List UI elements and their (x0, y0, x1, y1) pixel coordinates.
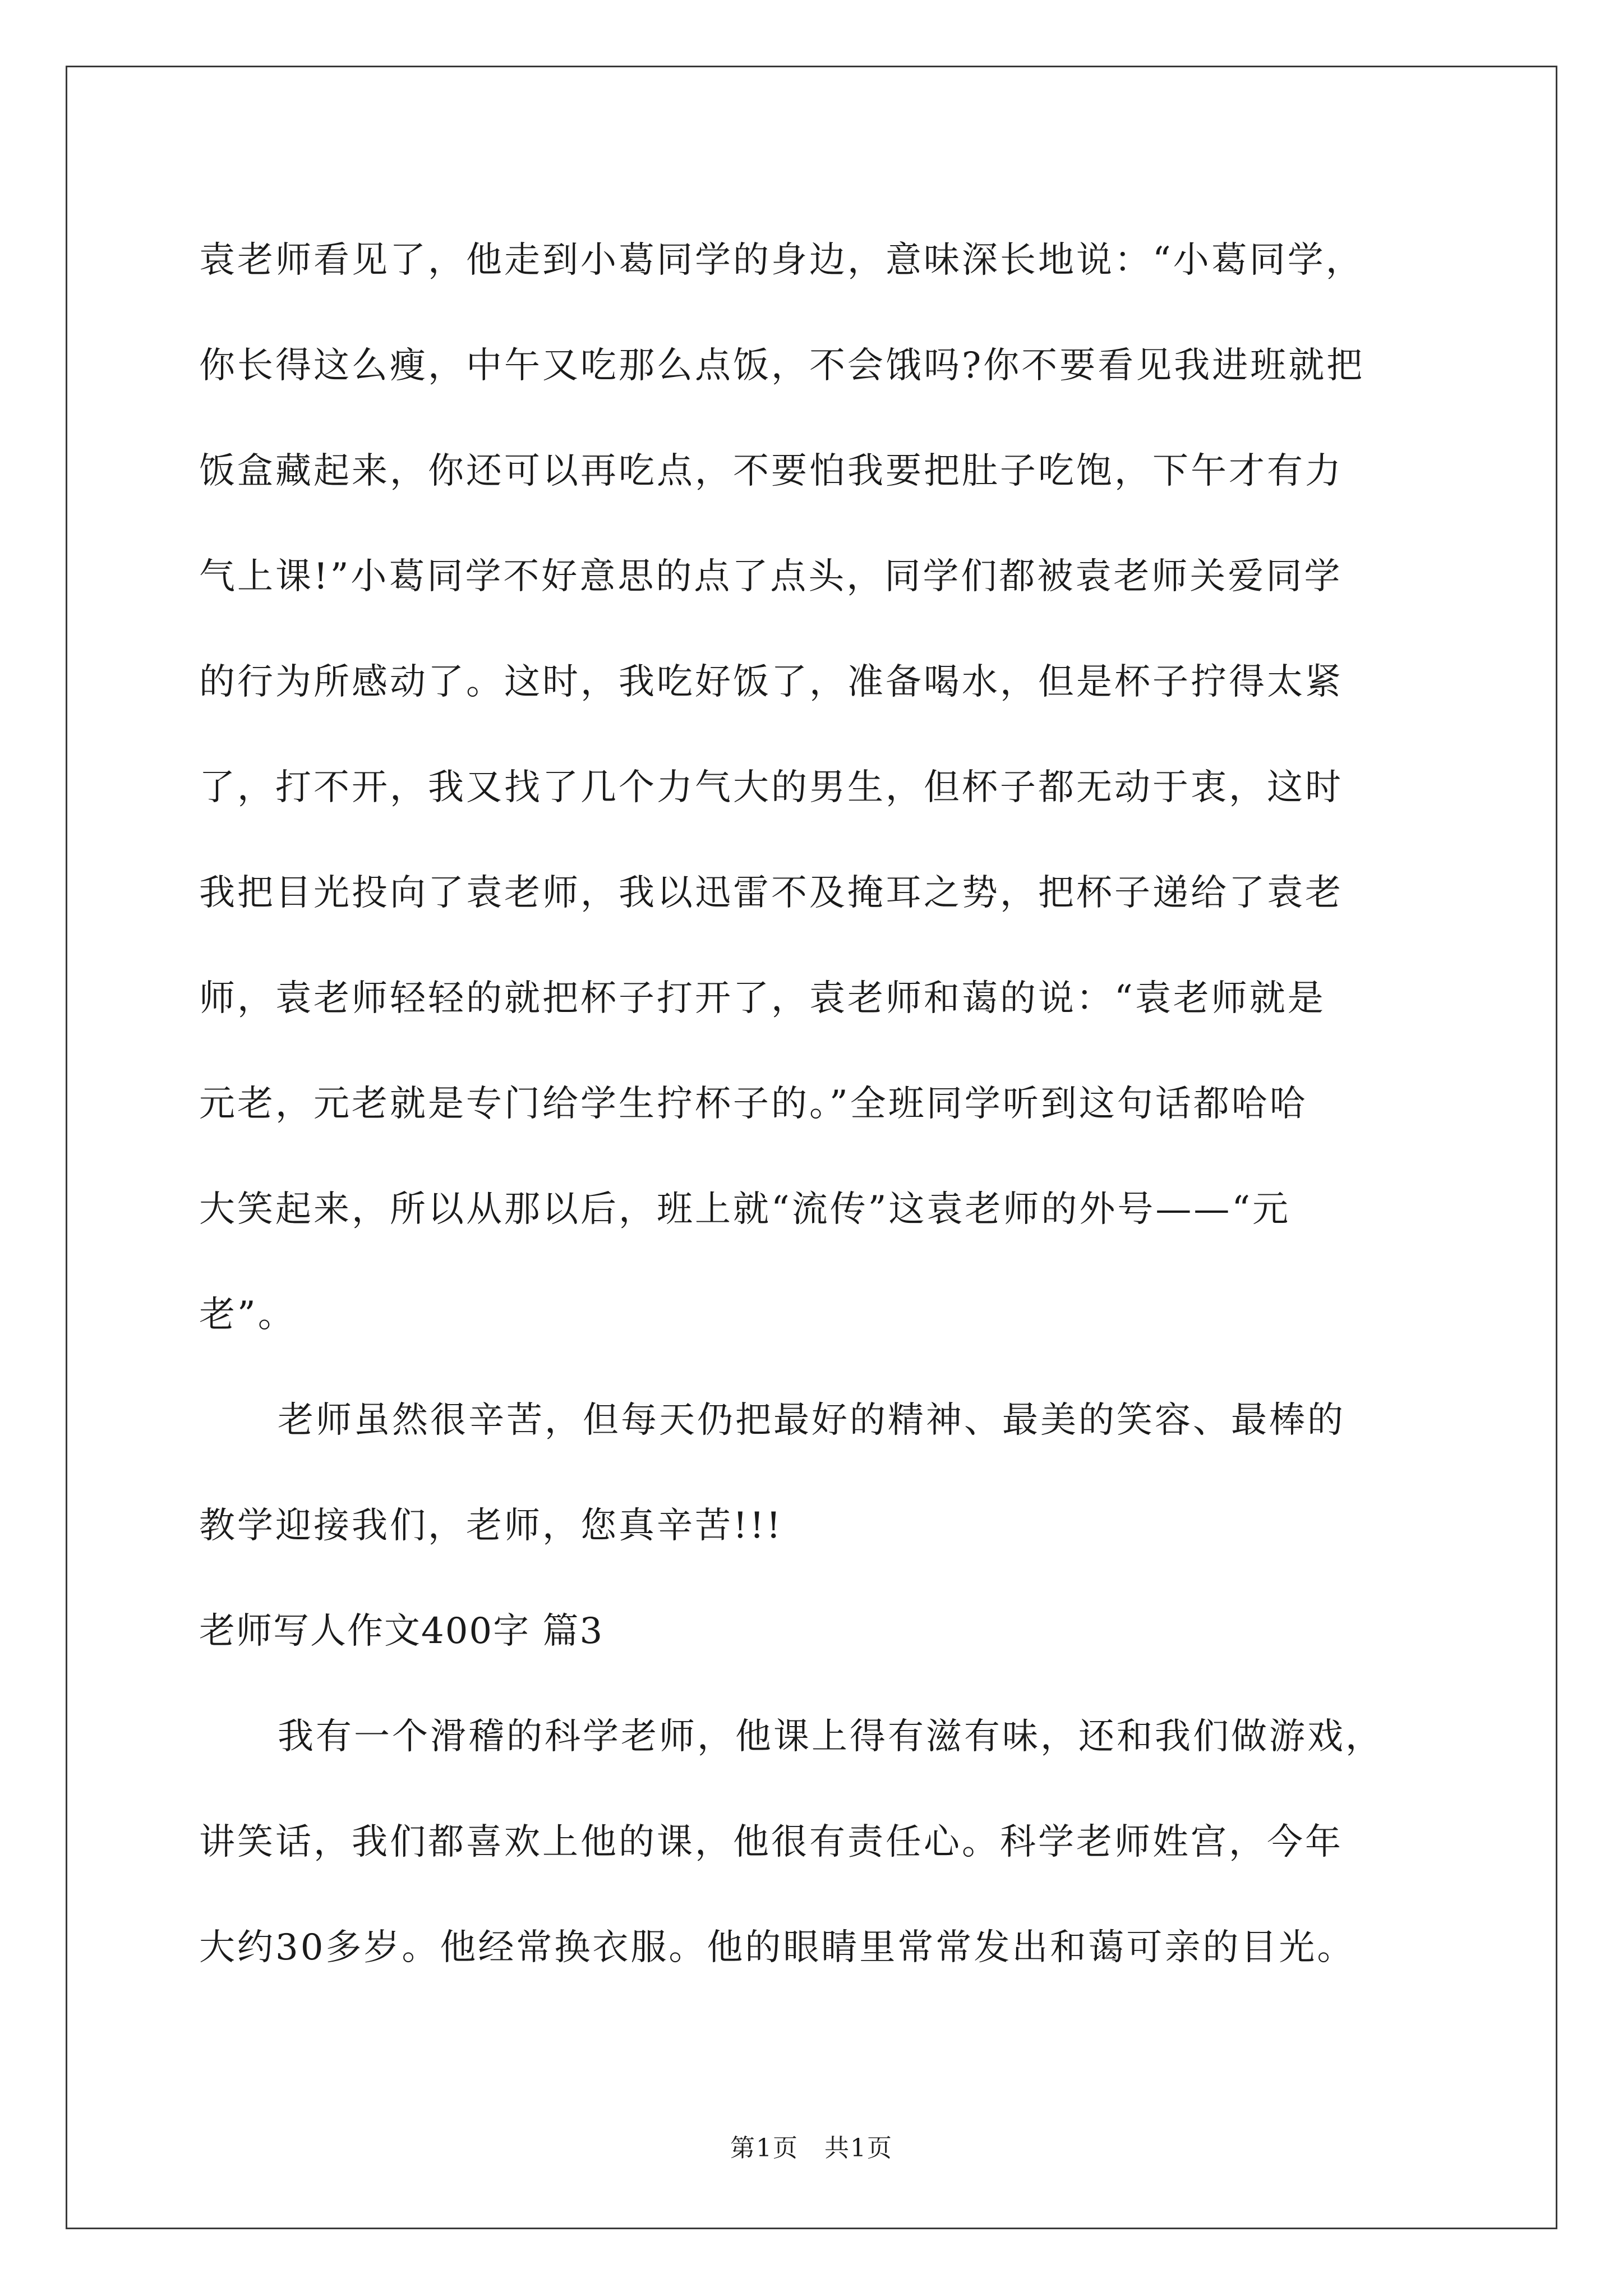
text-line: 教学迎接我们，老师，您真辛苦!!! (199, 1505, 783, 1547)
text-line: 了，打不开，我又找了几个力气大的男生，但杯子都无动于衷，这时 (199, 767, 1343, 808)
paragraph-start-line: 我有一个滑稽的科学老师，他课上得有滋有味，还和我们做游戏， (278, 1716, 1384, 1757)
paragraph-start-line: 老师虽然很辛苦，但每天仍把最好的精神、最美的笑容、最棒的 (278, 1400, 1345, 1441)
document-body (199, 208, 1472, 2000)
text-line: 的行为所感动了。这时，我吃好饭了，准备喝水，但是杯子拧得太紧 (199, 661, 1343, 703)
text-line: 讲笑话，我们都喜欢上他的课，他很有责任心。科学老师姓宫，今年 (199, 1821, 1343, 1863)
text-line: 饭盒藏起来，你还可以再吃点，不要怕我要把肚子吃饱，下午才有力 (199, 450, 1343, 492)
text-line: 师，袁老师轻轻的就把杯子打开了，袁老师和蔼的说：“袁老师就是 (199, 978, 1326, 1019)
text-line: 大约30多岁。他经常换衣服。他的眼睛里常常发出和蔼可亲的目光。 (199, 1927, 1355, 1968)
text-line: 元老，元老就是专门给学生拧杯子的。”全班同学听到这句话都哈哈 (199, 1083, 1308, 1125)
text-line: 你长得这么瘦，中午又吃那么点饭，不会饿吗?你不要看见我进班就把 (199, 345, 1365, 386)
section-heading: 老师写人作文400字 篇3 (199, 1611, 604, 1652)
text-line: 老”。 (199, 1294, 296, 1336)
text-line: 袁老师看见了，他走到小葛同学的身边，意味深长地说：“小葛同学， (199, 240, 1364, 281)
page-number-label: 第1页 共1页 (730, 2134, 893, 2162)
text-line: 气上课!”小葛同学不好意思的点了点头，同学们都被袁老师关爱同学 (199, 556, 1343, 597)
page-footer (0, 2132, 1623, 2165)
text-line: 我把目光投向了袁老师，我以迅雷不及掩耳之势，把杯子递给了袁老 (199, 872, 1343, 914)
text-line: 大笑起来，所以从那以后，班上就“流传”这袁老师的外号——“元 (199, 1189, 1291, 1230)
